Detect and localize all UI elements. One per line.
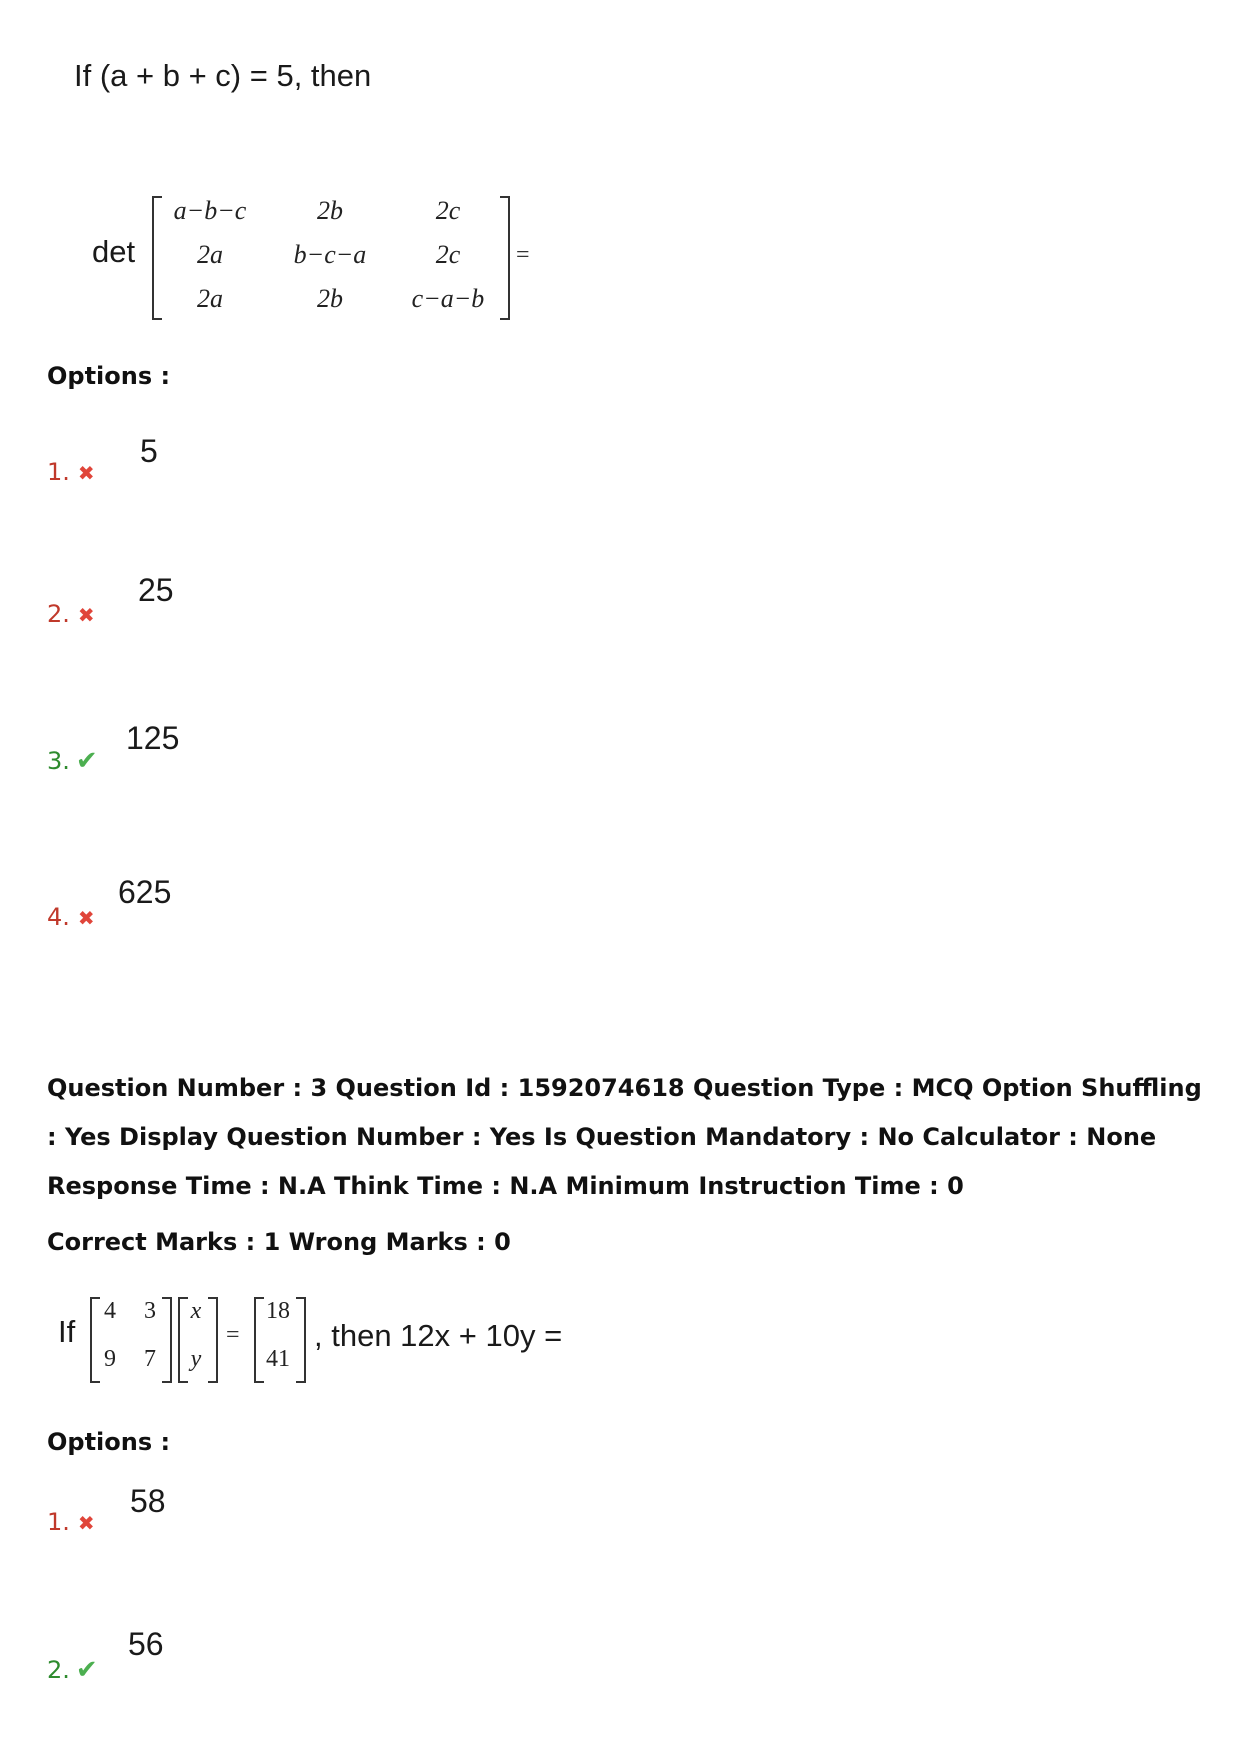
- stem-then: , then 12x + 10y =: [314, 1318, 563, 1353]
- option-2[interactable]: [47, 600, 95, 628]
- check-icon: ✔: [75, 1655, 98, 1685]
- check-icon: ✔: [75, 746, 98, 776]
- cross-icon: ✖: [77, 461, 95, 485]
- option-number: 1.: [47, 458, 70, 486]
- options-label: Options :: [47, 362, 171, 390]
- matrix-cell: 7: [144, 1346, 156, 1372]
- vector-cell: 18: [266, 1298, 290, 1324]
- cross-icon: ✖: [77, 1511, 95, 1535]
- option-value: 56: [128, 1626, 164, 1662]
- matrix-cell: a−b−c: [173, 196, 247, 225]
- option-value: 125: [126, 720, 180, 756]
- matrix-cell: 2b: [317, 284, 343, 313]
- option-number: 3.: [47, 747, 70, 775]
- cross-icon: ✖: [77, 906, 95, 930]
- equals-sign: =: [226, 1322, 240, 1348]
- vector-right-bracket: [208, 1297, 218, 1383]
- option-number: 1.: [47, 1508, 70, 1536]
- matrix-cell: 2c: [435, 240, 461, 269]
- matrix-cell: c−a−b: [411, 284, 485, 313]
- matrix-cell: 2c: [435, 196, 461, 225]
- matrix-cell: 9: [104, 1346, 116, 1372]
- option-4[interactable]: [47, 903, 95, 931]
- vector-cell: x: [190, 1298, 202, 1324]
- det-label: det: [92, 234, 136, 269]
- matrix-cell: 2a: [197, 240, 223, 269]
- matrix-cell: b−c−a: [293, 240, 367, 269]
- option-value: 625: [118, 874, 172, 910]
- option-number: 2.: [47, 600, 70, 628]
- option-number: 2.: [47, 1656, 70, 1684]
- option-number: 4.: [47, 903, 70, 931]
- options-label: Options :: [47, 1428, 171, 1456]
- vector-cell: y: [190, 1346, 202, 1372]
- option-1[interactable]: [47, 1508, 95, 1536]
- vector-right-bracket: [296, 1297, 306, 1383]
- option-value: 58: [130, 1483, 166, 1519]
- option-3[interactable]: [47, 746, 98, 776]
- matrix-right-bracket: [162, 1297, 172, 1383]
- option-value: 25: [138, 572, 174, 608]
- matrix-cell: 2a: [197, 284, 223, 313]
- marks-line: Correct Marks : 1 Wrong Marks : 0: [47, 1228, 511, 1256]
- question-stem: If (a + b + c) = 5, then: [74, 58, 372, 93]
- equals-sign: =: [516, 242, 530, 268]
- option-2[interactable]: [47, 1655, 98, 1685]
- vector-cell: 41: [266, 1346, 290, 1372]
- stem-if: If: [58, 1314, 76, 1349]
- option-1[interactable]: [47, 458, 95, 486]
- option-value: 5: [140, 433, 158, 469]
- matrix-cell: 3: [144, 1298, 156, 1324]
- cross-icon: ✖: [77, 603, 95, 627]
- question-meta: Question Number : 3 Question Id : 1592074618 Question Type : MCQ Option Shuffling : Yes Display Question Number : Yes Is Question Mandatory : No Calculator : None Response Time : N.A Think Time : N.A Minimum Instruction Time : 0: [47, 1074, 1202, 1200]
- matrix-cell: 4: [104, 1298, 116, 1324]
- matrix-cell: 2b: [317, 196, 343, 225]
